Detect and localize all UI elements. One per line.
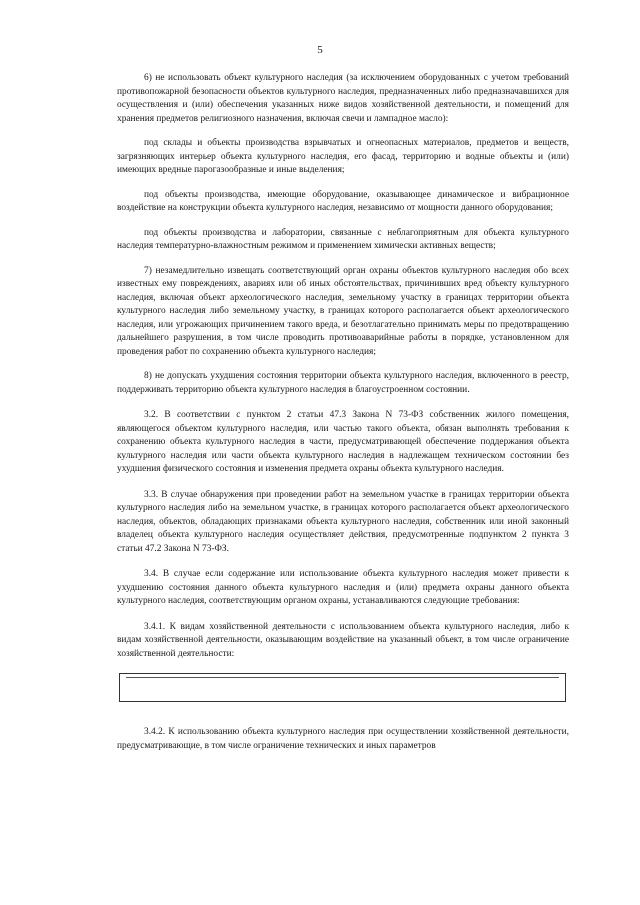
paragraph-3-3: 3.3. В случае обнаружения при проведении работ на земельном участке в границах территории объекта культурного наследия либо на земельном участке, в границах которого располагается объект археологического наследия, объектов, обладающих признаками объекта культурного наследия, собственник или иной законный владелец объекта культурного наследия осуществляет действия, предусмотренные подпунктом 2 пункта 3 статьи 47.2 Закона N 73-ФЗ. [117, 489, 569, 554]
page-number: 5 [317, 44, 323, 56]
paragraph-3-4-1: 3.4.1. К видам хозяйственной деятельности с использованием объекта культурного наследия, либо к видам хозяйственной деятельности, оказывающим воздействие на указанный объект, в том числе ограничение хозяйственной деятельности: [117, 621, 569, 659]
paragraph-laboratories: под объекты производства и лаборатории, связанные с неблагоприятным для объекта культурного наследия температурно-влажностным режимом и применением химически активных веществ; [117, 227, 569, 251]
paragraph-3-4: 3.4. В случае если содержание или использование объекта культурного наследия может привести к ухудшению состояния данного объекта культурного наследия и (или) предмета охраны данного объекта культурного наследия, соответствующим органом охраны, устанавливаются следующие требования: [117, 569, 569, 606]
blank-line [126, 677, 559, 678]
paragraph-warehouses: под склады и объекты производства взрывчатых и огнеопасных материалов, предметов и веществ, загрязняющих интерьер объекта культурного наследия, его фасад, территорию и водные объекты и (или) имеющих вредные парогазообразные и иные выделения; [117, 138, 569, 175]
paragraph-production-equipment: под объекты производства, имеющие оборудование, оказывающее динамическое и вибрационное воздействие на конструкции объекта культурного наследия, независимо от мощности данного оборудования; [117, 189, 569, 213]
paragraph-8: 8) не допускать ухудшения состояния территории объекта культурного наследия, включенного в реестр, поддерживать территорию объекта культурного наследия в благоустроенном состоянии. [117, 371, 569, 395]
paragraph-6: 6) не использовать объект культурного наследия (за исключением оборудованных с учетом требований противопожарной безопасности объектов культурного наследия, предназначенных либо предназначавшихся для осуществления и (или) обеспечения указанных ниже видов хозяйственной деятельности, и помещений для хранения предметов религиозного назначения, включая свечи и лампадное масло): [117, 73, 569, 124]
document-body [117, 72, 569, 753]
blank-table-box [119, 673, 566, 702]
paragraph-7: 7) незамедлительно извещать соответствующий орган охраны объектов культурного наследия обо всех известных ему повреждениях, авариях или об иных обстоятельствах, причинивших вред объекту культурного наследия, включая объект археологического наследия, земельному участку в границах территории объекта культурного наследия либо земельному участку, в границах которого располагается объект археологического наследия, или угрожающих причинением такого вреда, и безотлагательно принимать меры по предотвращению дальнейшего разрушения, в том числе проводить противоаварийные работы в порядке, установленном для проведения работ по сохранению объекта культурного наследия; [117, 265, 569, 357]
paragraph-3-4-2: 3.4.2. К использованию объекта культурного наследия при осуществлении хозяйственной деятельности, предусматривающие, в том числе ограничение технических и иных параметров [117, 727, 569, 751]
paragraph-3-2: 3.2. В соответствии с пунктом 2 статьи 47.3 Закона N 73-ФЗ собственник жилого помещения, являющегося объектом культурного наследия, или частью такого объекта, обязан выполнять требования к сохранению объекта культурного наследия в части, предусматривающей обеспечение поддержания объекта культурного наследия или части объекта культурного наследия в надлежащем техническом состоянии без ухудшения физического состояния и изменения предмета охраны объекта культурного наследия. [117, 410, 569, 474]
